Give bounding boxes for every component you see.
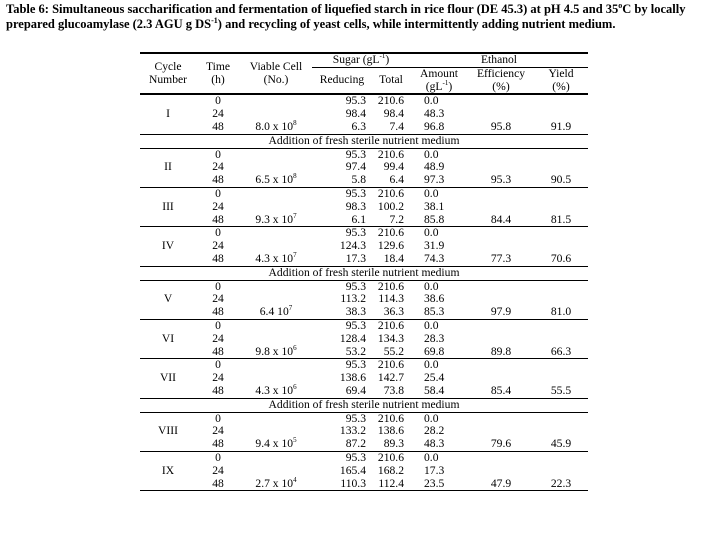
yield-cell (534, 372, 588, 385)
header-row-1 (140, 53, 588, 67)
viable-cell (240, 359, 312, 372)
degree-superscript: o (618, 0, 623, 10)
table-row (140, 148, 588, 161)
viable-cell (240, 94, 312, 108)
table-row (140, 306, 588, 319)
reducing-cell: 95.3 (345, 279, 366, 293)
amount-cell: 0.0 (424, 318, 439, 332)
efficiency-cell (468, 412, 534, 425)
cycle-number: II (140, 148, 196, 187)
total-cell: 210.6 (377, 318, 404, 332)
table-row (140, 201, 588, 214)
total-cell: 210.6 (377, 279, 404, 293)
yield-cell: 81.0 (534, 306, 588, 319)
efficiency-cell (468, 227, 534, 240)
time-cell: 0 (215, 411, 221, 425)
total-cell: 210.6 (377, 94, 404, 108)
table-row (140, 94, 588, 108)
viable-cell: 8.0 x $10^8$ (240, 121, 312, 134)
nutrient-medium-note: Addition of fresh sterile nutrient medium (140, 134, 588, 148)
viable-cell (240, 412, 312, 425)
time-cell: 0 (215, 186, 221, 200)
amount-cell: 58.4 (410, 385, 468, 398)
reducing-cell: 110.3 (312, 478, 372, 491)
amount-cell: 0.0 (424, 279, 439, 293)
amount-cell: 0.0 (424, 450, 439, 464)
table-row (140, 174, 588, 187)
reducing-cell: 95.3 (345, 147, 366, 161)
table-row (140, 478, 588, 491)
table-row (140, 438, 588, 451)
total-cell: 98.4 (383, 107, 404, 121)
header-viable-cell: Viable Cell (No.) (240, 53, 312, 94)
table-row (140, 253, 588, 266)
yield-cell: 70.6 (534, 253, 588, 266)
efficiency-cell: 95.3 (468, 174, 534, 187)
reducing-cell: 124.3 (339, 239, 366, 253)
yield-cell (534, 319, 588, 332)
amount-cell: 0.0 (424, 411, 439, 425)
yield-cell (534, 359, 588, 372)
total-cell: 7.2 (372, 214, 410, 227)
table-row (140, 280, 588, 293)
yield-cell: 22.3 (534, 478, 588, 491)
header-ethanol: Ethanol (410, 53, 588, 67)
yield-cell: 45.9 (534, 438, 588, 451)
note-row (140, 266, 588, 280)
total-cell: 142.7 (377, 371, 404, 385)
efficiency-cell (468, 187, 534, 200)
reducing-cell: 95.3 (345, 94, 366, 108)
reducing-cell: 69.4 (312, 385, 372, 398)
cycle-number: VII (140, 359, 196, 398)
table-row (140, 319, 588, 332)
reducing-cell: 98.3 (345, 199, 366, 213)
time-cell: 24 (212, 239, 224, 253)
time-cell: 0 (215, 358, 221, 372)
amount-cell: 85.8 (410, 214, 468, 227)
cycle-number: III (140, 187, 196, 226)
efficiency-cell (468, 280, 534, 293)
time-cell: 24 (212, 292, 224, 306)
table-row (140, 227, 588, 240)
amount-cell: 23.5 (410, 478, 468, 491)
time-cell: 48 (196, 214, 240, 227)
amount-cell: 48.3 (424, 107, 445, 121)
table-row (140, 346, 588, 359)
efficiency-cell: 95.8 (468, 121, 534, 134)
total-cell: 6.4 (372, 174, 410, 187)
amount-cell: 69.8 (410, 346, 468, 359)
header-cycle: Cycle Number (140, 53, 196, 94)
reducing-cell: 113.2 (340, 292, 366, 306)
amount-cell: 97.3 (410, 174, 468, 187)
time-cell: 48 (196, 385, 240, 398)
total-cell: 210.6 (377, 226, 404, 240)
reducing-cell: 95.3 (345, 450, 366, 464)
viable-cell (240, 227, 312, 240)
total-cell: 99.4 (383, 160, 404, 174)
yield-cell (534, 94, 588, 108)
cycle-number: V (140, 280, 196, 319)
total-cell: 210.6 (377, 450, 404, 464)
header-efficiency: Efficiency (476, 66, 526, 80)
nutrient-medium-note: Addition of fresh sterile nutrient medium (140, 266, 588, 280)
reducing-cell: 165.4 (339, 463, 366, 477)
time-cell: 24 (212, 199, 224, 213)
table-body (140, 94, 588, 490)
reducing-cell: 138.6 (339, 371, 366, 385)
table-row (140, 359, 588, 372)
time-cell: 24 (212, 107, 224, 121)
header-amount-unit: $(gL^{-1})$ (410, 81, 468, 95)
time-cell: 0 (215, 279, 221, 293)
cycle-number: IV (140, 227, 196, 266)
time-cell: 48 (196, 306, 240, 319)
viable-cell: 2.7 x $10^4$ (240, 478, 312, 491)
time-cell: 24 (212, 371, 224, 385)
table-row (140, 451, 588, 464)
amount-cell: 0.0 (424, 147, 439, 161)
time-cell: 48 (196, 174, 240, 187)
time-cell: 48 (196, 253, 240, 266)
efficiency-cell: 89.8 (468, 346, 534, 359)
reducing-cell: 98.4 (345, 107, 366, 121)
total-cell: 36.3 (372, 306, 410, 319)
efficiency-cell (468, 465, 534, 478)
total-cell: 114.3 (378, 292, 404, 306)
efficiency-cell (468, 94, 534, 108)
total-cell: 89.3 (372, 438, 410, 451)
yield-cell: 90.5 (534, 174, 588, 187)
reducing-cell: 95.3 (345, 411, 366, 425)
efficiency-cell (468, 333, 534, 346)
amount-cell: 74.3 (410, 253, 468, 266)
total-cell: 210.6 (377, 186, 404, 200)
efficiency-cell (468, 201, 534, 214)
reducing-cell: 53.2 (312, 346, 372, 359)
table-row (140, 372, 588, 385)
reducing-cell: 17.3 (312, 253, 372, 266)
reducing-cell: 95.3 (345, 186, 366, 200)
amount-cell: 38.6 (424, 292, 445, 306)
time-cell: 24 (212, 463, 224, 477)
yield-cell (534, 333, 588, 346)
header-time: Time (h) (196, 53, 240, 94)
reducing-cell: 97.4 (345, 160, 366, 174)
efficiency-cell (468, 319, 534, 332)
reducing-cell: 95.3 (345, 226, 366, 240)
total-cell: 210.6 (377, 358, 404, 372)
total-cell: 168.2 (377, 463, 404, 477)
cycle-number: VI (140, 319, 196, 358)
amount-cell: 25.4 (424, 371, 445, 385)
yield-cell: 91.9 (534, 121, 588, 134)
reducing-cell: 128.4 (339, 331, 366, 345)
note-row (140, 398, 588, 412)
viable-cell: 9.4 x $10^5$ (240, 438, 312, 451)
time-cell: 48 (196, 346, 240, 359)
header-yield: Yield (548, 66, 574, 80)
caption-text-1: Table 6: Simultaneous saccharification and fermentation of liquefied starch in rice flour (DE 45.3) at pH 4.5 and 35 (6, 2, 619, 16)
time-cell: 0 (215, 318, 221, 332)
total-cell: 129.6 (377, 239, 404, 253)
reducing-cell: 6.3 (312, 121, 372, 134)
yield-cell (534, 201, 588, 214)
table-caption (6, 2, 724, 32)
total-cell: 138.6 (377, 424, 404, 438)
amount-cell: 17.3 (424, 463, 445, 477)
reducing-cell: 95.3 (345, 318, 366, 332)
amount-cell: 96.8 (410, 121, 468, 134)
efficiency-cell (468, 451, 534, 464)
time-cell: 24 (212, 160, 224, 174)
header-efficiency-unit: (%) (468, 81, 534, 95)
total-cell: 210.6 (377, 411, 404, 425)
reducing-cell: 133.2 (339, 424, 366, 438)
efficiency-cell: 47.9 (468, 478, 534, 491)
efficiency-cell: 77.3 (468, 253, 534, 266)
amount-cell: 85.3 (410, 306, 468, 319)
yield-cell: 66.3 (534, 346, 588, 359)
caption-exponent: -1 (211, 15, 218, 25)
header-amount: Amount (419, 66, 458, 80)
yield-cell (534, 187, 588, 200)
efficiency-cell (468, 372, 534, 385)
time-cell: 0 (215, 450, 221, 464)
table-row (140, 333, 588, 346)
viable-cell (240, 187, 312, 200)
amount-cell: 0.0 (424, 94, 439, 108)
reducing-cell: 6.1 (312, 214, 372, 227)
table-row (140, 121, 588, 134)
table-row (140, 412, 588, 425)
header-reducing: Reducing (312, 67, 372, 94)
total-cell: 100.2 (377, 199, 404, 213)
viable-cell (240, 319, 312, 332)
yield-cell (534, 227, 588, 240)
amount-cell: 0.0 (424, 186, 439, 200)
amount-cell: 28.3 (424, 331, 445, 345)
viable-cell: 4.3 x $10^7$ (240, 253, 312, 266)
amount-cell: 38.1 (424, 199, 445, 213)
viable-cell: 6.5 x $10^8$ (240, 174, 312, 187)
yield-cell (534, 412, 588, 425)
viable-cell (240, 280, 312, 293)
efficiency-cell (468, 359, 534, 372)
amount-cell: 28.2 (424, 424, 445, 438)
yield-cell (534, 451, 588, 464)
header-total: Total (372, 67, 410, 94)
yield-cell: 81.5 (534, 214, 588, 227)
table-row (140, 465, 588, 478)
total-cell: 210.6 (377, 147, 404, 161)
time-cell: 0 (215, 226, 221, 240)
time-cell: 48 (196, 478, 240, 491)
nutrient-medium-note: Addition of fresh sterile nutrient medium (140, 398, 588, 412)
cycle-number: VIII (140, 412, 196, 451)
amount-cell: 48.9 (424, 160, 445, 174)
efficiency-cell (468, 148, 534, 161)
viable-cell (240, 451, 312, 464)
header-yield-unit: (%) (534, 81, 588, 95)
reducing-cell: 95.3 (345, 358, 366, 372)
viable-cell: 4.3 x $10^6$ (240, 385, 312, 398)
reducing-cell: 87.2 (312, 438, 372, 451)
caption-text-2: C by locally prepared glucoamylase (2.3 AGU g DS (6, 2, 686, 31)
efficiency-cell: 85.4 (468, 385, 534, 398)
reducing-cell: 38.3 (312, 306, 372, 319)
total-cell: 73.8 (372, 385, 410, 398)
caption-text-3: ) and recycling of yeast cells, while intermittently adding nutrient medium. (217, 17, 616, 31)
total-cell: 55.2 (372, 346, 410, 359)
total-cell: 18.4 (372, 253, 410, 266)
efficiency-cell: 79.6 (468, 438, 534, 451)
reducing-cell: 5.8 (312, 174, 372, 187)
time-cell: 0 (215, 94, 221, 108)
amount-cell: 0.0 (424, 358, 439, 372)
header-sugar: Sugar $(gL^{-1})$ (312, 53, 410, 67)
note-row (140, 134, 588, 148)
time-cell: 24 (212, 331, 224, 345)
total-cell: 7.4 (372, 121, 410, 134)
total-cell: 134.3 (377, 331, 404, 345)
cycle-number: IX (140, 451, 196, 490)
amount-cell: 31.9 (424, 239, 445, 253)
table-row (140, 214, 588, 227)
cycle-number: I (140, 94, 196, 134)
yield-cell (534, 148, 588, 161)
total-cell: 112.4 (372, 478, 410, 491)
efficiency-cell: 84.4 (468, 214, 534, 227)
viable-cell (240, 148, 312, 161)
yield-cell (534, 465, 588, 478)
viable-cell: 6.4 $10^7$ (240, 306, 312, 319)
efficiency-cell: 97.9 (468, 306, 534, 319)
viable-cell: 9.8 x $10^6$ (240, 346, 312, 359)
viable-cell: 9.3 x $10^7$ (240, 214, 312, 227)
time-cell: 24 (212, 424, 224, 438)
time-cell: 0 (215, 147, 221, 161)
amount-cell: 48.3 (410, 438, 468, 451)
table-row (140, 187, 588, 200)
yield-cell (534, 280, 588, 293)
time-cell: 48 (196, 121, 240, 134)
yield-cell: 55.5 (534, 385, 588, 398)
table-row (140, 385, 588, 398)
time-cell: 48 (196, 438, 240, 451)
amount-cell: 0.0 (424, 226, 439, 240)
data-table (140, 52, 588, 491)
